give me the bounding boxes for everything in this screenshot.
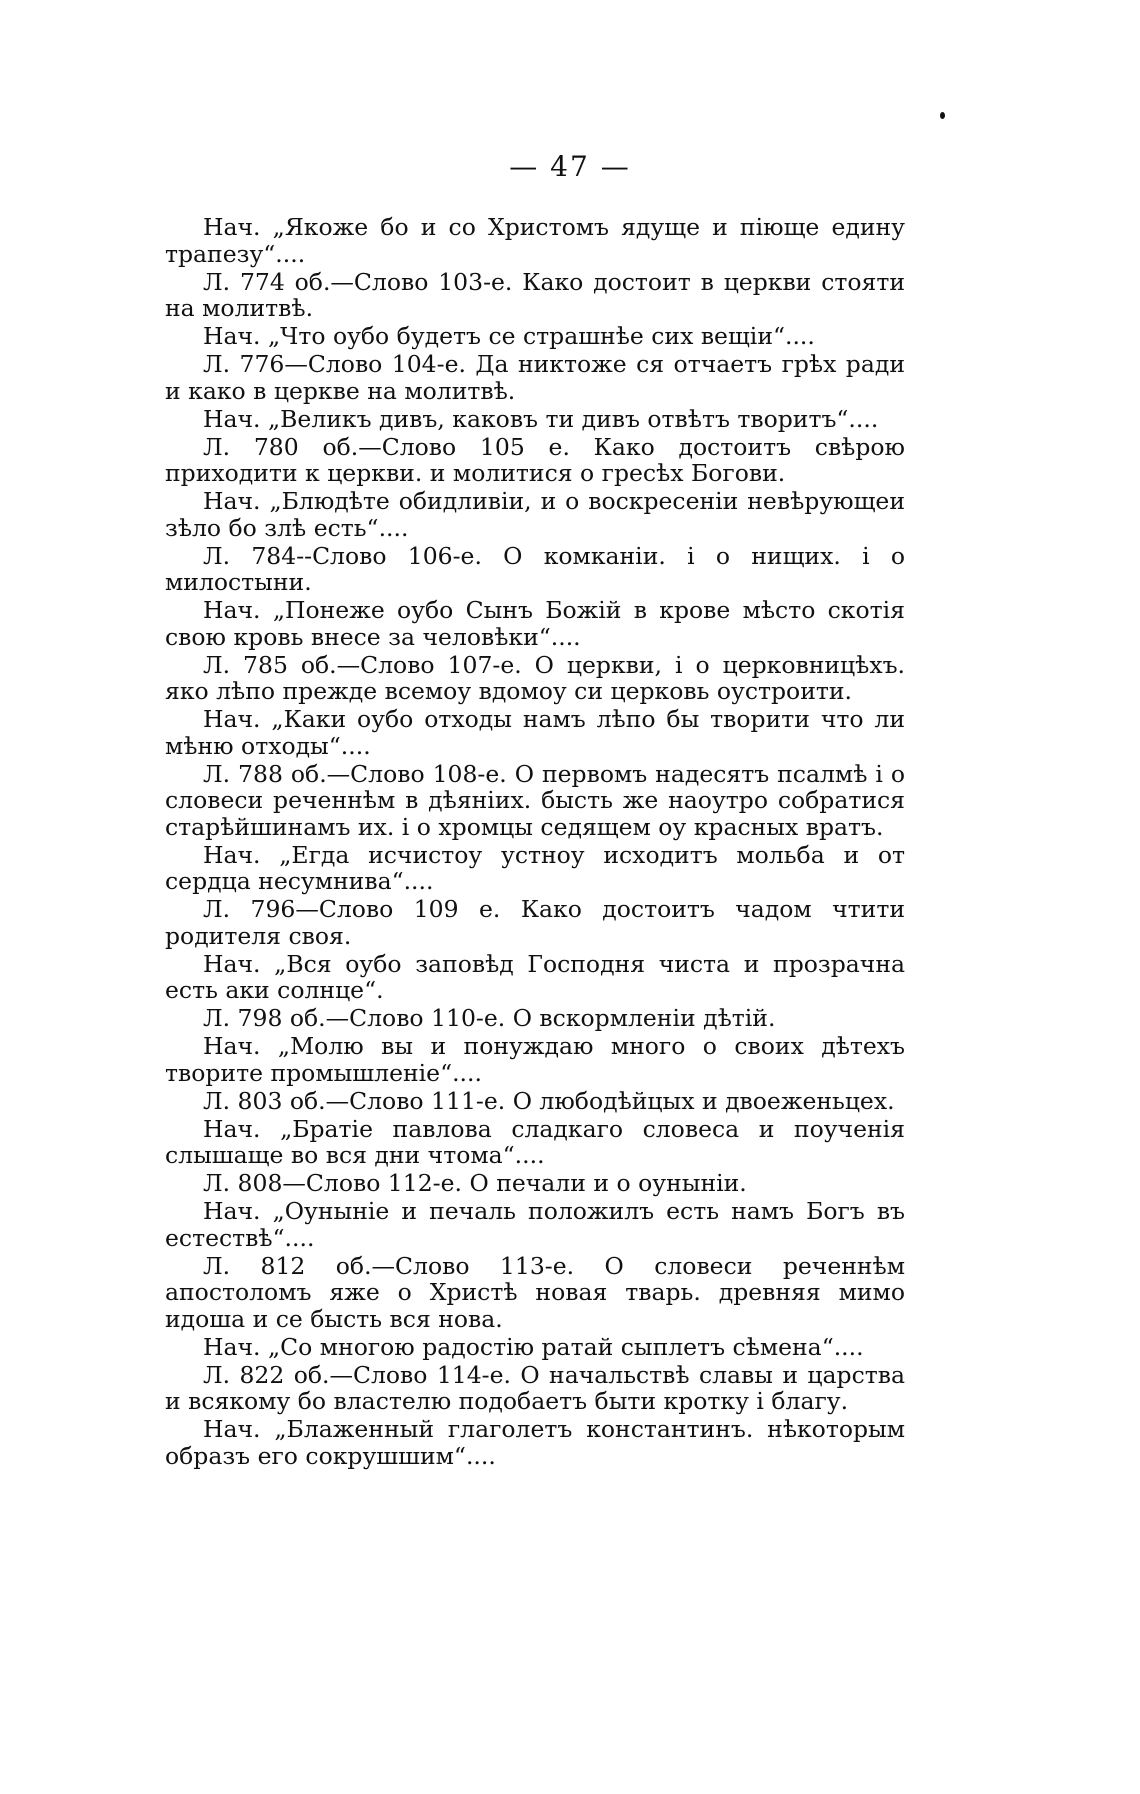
paragraph: Л. 776—Слово 104-е. Да никтоже ся отчаетъ грѣх ради и како в церкве на молитвѣ. — [165, 350, 905, 405]
paragraph: Л. 774 об.—Слово 103-е. Како достоит в церкви стояти на молитвѣ. — [165, 267, 905, 322]
paragraph: Л. 822 об.—Слово 114-е. О начальствѣ славы и царства и всякому бо властелю подобаетъ быти кротку i благу. — [165, 1360, 905, 1415]
paragraph: Л. 784--Слово 106-е. О комканiи. i о нищих. i о милостыни. — [165, 541, 905, 596]
paragraph: Л. 808—Слово 112-е. О печали и о оунынiи. — [203, 1169, 747, 1197]
text-block — [165, 214, 905, 1471]
paragraph: Л. 803 об.—Слово 111-е. О любодѣйцых и двоеженьцех. — [203, 1086, 895, 1115]
paragraph: Л. 788 об.—Слово 108-е. О первомъ надесятъ псалмѣ i о словеси реченнѣм в дѣянiих. бысть же наоутро собратися старѣйшинамъ их. i о хромцы седящем оу красных вратъ. — [165, 759, 905, 841]
paragraph: Нач. „Якоже бо и со Христомъ ядуще и пiюще едину трапезу“.... — [165, 213, 905, 268]
paragraph: Нач. „Понеже оубо Сынъ Божiй в крове мѣсто скотiя свою кровь внесе за человѣки“.... — [165, 596, 905, 651]
paragraph: Нач. „Оунынiе и печаль положилъ есть намъ Богъ въ естествѣ“.... — [165, 1197, 905, 1252]
paragraph: Нач. „Что оубо будетъ се страшнѣе сих вещiи“.... — [203, 322, 815, 350]
paragraph: Нач. „Вся оубо заповѣд Господня чиста и прозрачна есть аки солнце“. — [165, 949, 905, 1004]
paragraph: Л. 796—Слово 109 е. Како достоитъ чадом чтити родителя своя. — [165, 895, 905, 950]
paragraph: Нач. „Каки оубо отходы намъ лѣпо бы творити что ли мѣню отходы“.... — [165, 705, 905, 760]
paragraph: Л. 780 об.—Слово 105 е. Како достоитъ свѣрою приходити к церкви. и молитися о гресѣх Богови. — [165, 432, 905, 487]
margin-dot — [940, 112, 945, 119]
paragraph: Нач. „Со многою радостiю ратай сыплетъ сѣмена“.... — [203, 1332, 864, 1361]
paragraph: Л. 812 об.—Слово 113-е. О словеси реченнѣм апостоломъ яже о Христѣ новая тварь. древняя мимо идоша и се бысть вся нова. — [165, 1251, 905, 1333]
paragraph: Нач. „Братiе павлова сладкаго словеса и поученiя слышаще во вся дни чтома“.... — [165, 1114, 905, 1169]
page-number: — 47 — — [509, 150, 631, 183]
paragraph: Нач. „Блаженный глаголетъ константинъ. нѣкоторым образъ его сокрушшим“.... — [165, 1415, 905, 1470]
paragraph: Нач. „Молю вы и понуждаю много о своих дѣтехъ творите промышленiе“.... — [165, 1032, 905, 1087]
paragraph: Нач. „Великъ дивъ, каковъ ти дивъ отвѣтъ творитъ“.... — [203, 404, 879, 433]
paragraph: Л. 798 об.—Слово 110-е. О вскормленiи дѣтiй. — [203, 1004, 776, 1032]
paragraph: Нач. „Блюдѣте обидливiи, и о воскресенiи невѣрующеи зѣло бо злѣ есть“.... — [165, 487, 905, 542]
paragraph: Нач. „Егда исчистоу устноу исходитъ мольба и от сердца несумнива“.... — [165, 840, 905, 895]
paragraph: Л. 785 об.—Слово 107-е. О церкви, i о церковницѣхъ. яко лѣпо прежде всемоу вдомоу си церковь оустроити. — [165, 650, 905, 705]
